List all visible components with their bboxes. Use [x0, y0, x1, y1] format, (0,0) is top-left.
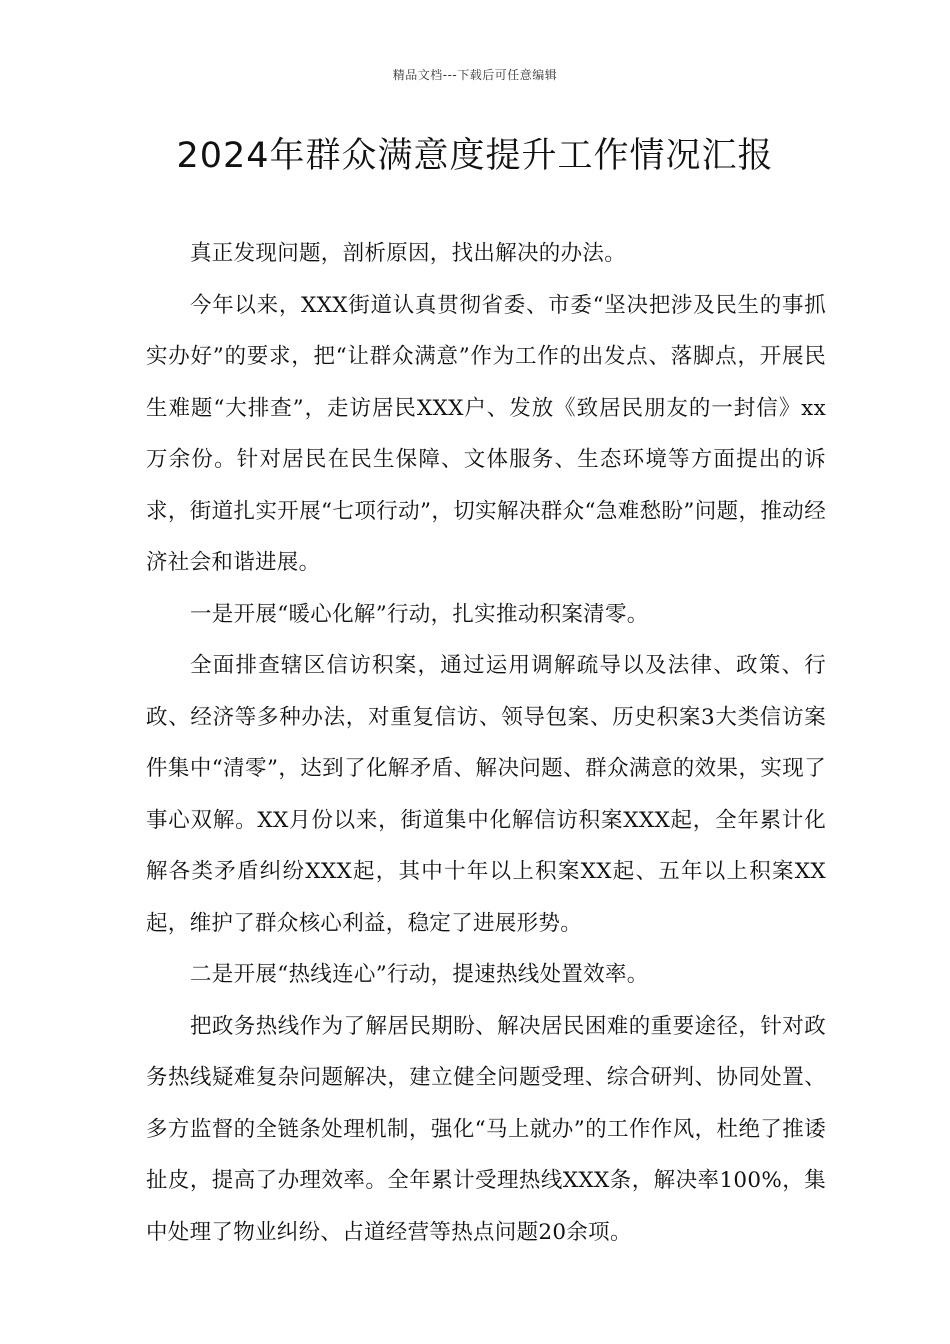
paragraph-section-2-heading: 二是开展“热线连心”行动，提速热线处置效率。 [190, 962, 649, 987]
header-note: 精品文档---下载后可任意编辑 [392, 68, 558, 82]
paragraph-section-1-heading: 一是开展“暖心化解”行动，扎实推动积案清零。 [190, 601, 649, 627]
paragraph-section-1-body: 全面排查辖区信访积案，通过运用调解疏导以及法律、政策、行政、经济等多种办法，对重复信访、领导包案、历史积案3大类信访案件集中“清零”，达到了化解矛盾、解决问题、群众满意的效果，实现了事心双解。XX月份以来，街道集中化解信访积案XXX起，全年累计化解各类矛盾纠纷XXX起，其中十年以上积案XX起、五年以上积案XX起，维护了群众核心利益，稳定了进展形势。 [146, 653, 826, 936]
paragraph-section-2-body: 把政务热线作为了解居民期盼、解决居民困难的重要途径，针对政务热线疑难复杂问题解决，建立健全问题受理、综合研判、协同处置、多方监督的全链条处理机制，强化“马上就办”的工作作风，杜绝了推诿扯皮，提高了办理效率。全年累计受理热线XXX条，解决率100%，集中处理了物业纠纷、占道经营等热点问题20余项。 [146, 1013, 826, 1245]
document-title: 2024年群众满意度提升工作情况汇报 [176, 136, 774, 176]
document-body [146, 228, 826, 1258]
paragraph-intro: 真正发现问题，剖析原因，找出解决的办法。 [190, 241, 627, 266]
paragraph-overview: 今年以来，XXX街道认真贯彻省委、市委“坚决把涉及民生的事抓实办好”的要求，把“让群众满意”作为工作的出发点、落脚点，开展民生难题“大排查”，走访居民XXX户、发放《致居民朋友的一封信》xx万余份。针对居民在民生保障、文体服务、生态环境等方面提出的诉求，街道扎实开展“七项行动”，切实解决群众“急难愁盼”问题，推动经济社会和谐进展。 [146, 292, 826, 575]
